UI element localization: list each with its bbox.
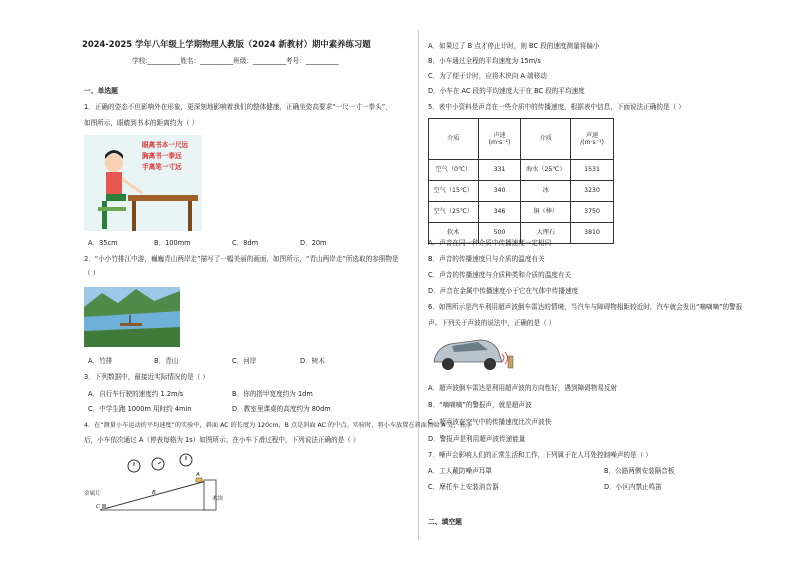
q6-option-c[interactable]: C．超声波在空气中的传播速度比次声波快 (428, 418, 552, 426)
section-heading-single-choice: 一、单选题 (84, 87, 118, 95)
q5-option-a[interactable]: A．声音在同一种介质中传播速度一定相同 (428, 239, 552, 247)
q1-option-b[interactable]: B．100mm (154, 239, 191, 247)
table-row (429, 181, 614, 202)
table-header-row (429, 119, 614, 160)
q7-option-d[interactable]: D．小区内禁止鸣笛 (604, 483, 662, 491)
table-cell: 3750 (571, 202, 614, 223)
table-cell: 冰 (521, 181, 571, 202)
table-header-cell: 介质 (429, 119, 479, 160)
table-header-cell: 声速 /(m·s⁻¹) (571, 119, 614, 160)
student-info-fields: 学校:__________姓名：__________班级：__________考号：__________ (132, 57, 339, 65)
table-cell: 空气（0℃） (429, 160, 479, 181)
q5-option-d[interactable]: D．声音在金属中传播速度小于它在气体中传播速度 (428, 287, 579, 295)
point-b-label: B (152, 490, 156, 496)
q2-river-raft-illustration (84, 287, 180, 347)
q1-stem-line2: 如图所示，眼睛到书本的距离约为（ ） (84, 119, 199, 127)
q4-option-c[interactable]: C．为了便于计时，应将木块向 A 端移动 (428, 72, 547, 80)
table-cell: 1531 (571, 160, 614, 181)
q7-option-c[interactable]: C．摩托车上安装消音器 (428, 483, 499, 491)
table-cell: 3810 (571, 223, 614, 244)
table-row (429, 202, 614, 223)
table-cell: 346 (478, 202, 521, 223)
q2-option-c[interactable]: C．河岸 (232, 357, 257, 365)
poster-line-3: 手离笔一寸远 (142, 163, 182, 171)
page-title: 2024-2025 学年八年级上学期物理人教版（2024 新教材）期中素养练习题 (82, 39, 371, 49)
q4-stem-line1: 4．在“测量小车运动的平均速度”的实验中，斜面 AC 的长度为 120cm，B 点是斜面 AC 的中点。实验时，将小车放置在斜面顶端 A 处，松手 (84, 422, 473, 429)
column-divider (418, 30, 419, 540)
q5-stem: 5．表中小资料是声音在一些介质中的传播速度，根据表中信息，下面说法正确的是（ ） (428, 103, 685, 111)
q3-option-a[interactable]: A．自行车行驶的速度约 1.2m/s (88, 390, 184, 398)
q1-option-a[interactable]: A．35cm (88, 239, 118, 247)
table-header-cell: 声速 (m·s⁻¹) (478, 119, 521, 160)
q3-option-d[interactable]: D．教室里课桌的高度约为 80dm (232, 405, 331, 413)
wood-block-label: 木块 (212, 496, 224, 502)
q7-option-a[interactable]: A．工人戴防噪声耳罩 (428, 467, 492, 475)
poster-line-1: 眼离书本一尺远 (142, 141, 189, 149)
q7-stem: 7．噪声会影响人们的正常生活和工作，下列属于在人耳处控制噪声的是（ ） (428, 451, 652, 459)
q5-option-c[interactable]: C．声音的传播速度与介质种类和介质的温度有关 (428, 271, 572, 279)
q2-option-d[interactable]: D．树木 (300, 357, 325, 365)
sound-speed-table (428, 118, 614, 244)
table-cell: 500 (478, 223, 521, 244)
q4-option-b[interactable]: B．小车通过全程的平均速度为 15m/s (428, 57, 541, 65)
table-cell: 340 (478, 181, 521, 202)
table-cell: 331 (478, 160, 521, 181)
q4-option-d[interactable]: D．小车在 AC 段的平均速度大于在 BC 段的平均速度 (428, 87, 585, 95)
q2-stem-line2: （ ） (84, 269, 100, 277)
q2-option-a[interactable]: A．竹排 (88, 357, 113, 365)
q4-stem-line2: 后，小车依次通过 A（停表每格为 1s）如图所示。在小车下滑过程中，下列说法正确的是（ ） (84, 436, 360, 444)
section-heading-fill-in: 二、填空题 (428, 518, 462, 526)
point-a-label: A (196, 472, 200, 478)
q6-stem-line2: 声。下列关于声波的说法中，正确的是（ ） (428, 319, 556, 327)
q2-option-b[interactable]: B．青山 (154, 357, 179, 365)
q1-option-c[interactable]: C．8dm (232, 239, 259, 247)
table-cell: 3230 (571, 181, 614, 202)
q6-option-a[interactable]: A．超声波倒车雷达是利用超声波的方向性好，遇到障碍物易反射 (428, 384, 618, 392)
table-cell: 海水（25℃） (521, 160, 571, 181)
q6-option-b[interactable]: B．“嘀嘀嘀”的警报声，就是超声波 (428, 401, 532, 409)
q2-stem-line1: 2．“小小竹排江中游，巍巍青山两岸走”描写了一幅美丽的画面，如图所示，“青山两岸走”所选取的参照物是 (84, 255, 399, 263)
table-header-cell: 介质 (521, 119, 571, 160)
table-cell: 铜（棒） (521, 202, 571, 223)
point-c-label: C (96, 504, 100, 510)
q3-option-c[interactable]: C．中学生跑 1000m 用时约 4min (88, 405, 192, 413)
q7-option-b[interactable]: B．公路两侧安装隔音板 (604, 467, 675, 475)
q1-option-d[interactable]: D．20m (300, 239, 327, 247)
table-cell: 大理石 (521, 223, 571, 244)
table-cell: 软木 (429, 223, 479, 244)
q1-stem-line1: 1．正确的姿态不但影响外在形象，更深刻地影响着我们的整体健康，正确坐姿高要求“一尺一寸一拳头”， (84, 103, 392, 111)
q6-stem-line1: 6．如图所示是汽车利用超声波倒车雷达的情境，当汽车与障碍物相距较近时，汽车就会发出“嘀嘀嘀”的警报 (428, 303, 743, 311)
metal-plate-label: 金属片 (84, 491, 101, 497)
table-row (429, 160, 614, 181)
q4-incline-illustration (84, 450, 234, 520)
q3-option-b[interactable]: B．你的指甲宽度约为 1dm (232, 390, 313, 398)
q3-stem: 3．下列数据中，最接近实际情况的是（ ） (84, 373, 209, 381)
q5-option-b[interactable]: B．声音的传播速度只与介质的温度有关 (428, 255, 545, 263)
q6-option-d[interactable]: D．警报声是利用超声波传递能量 (428, 435, 526, 443)
table-cell: 空气（25℃） (429, 202, 479, 223)
q4-option-a[interactable]: A．如果过了 B 点才停止计时，则 BC 段的速度测量将偏小 (428, 42, 600, 50)
poster-line-2: 胸离书一拳远 (142, 152, 182, 160)
q6-car-radar-illustration (430, 332, 514, 374)
table-cell: 空气（15℃） (429, 181, 479, 202)
